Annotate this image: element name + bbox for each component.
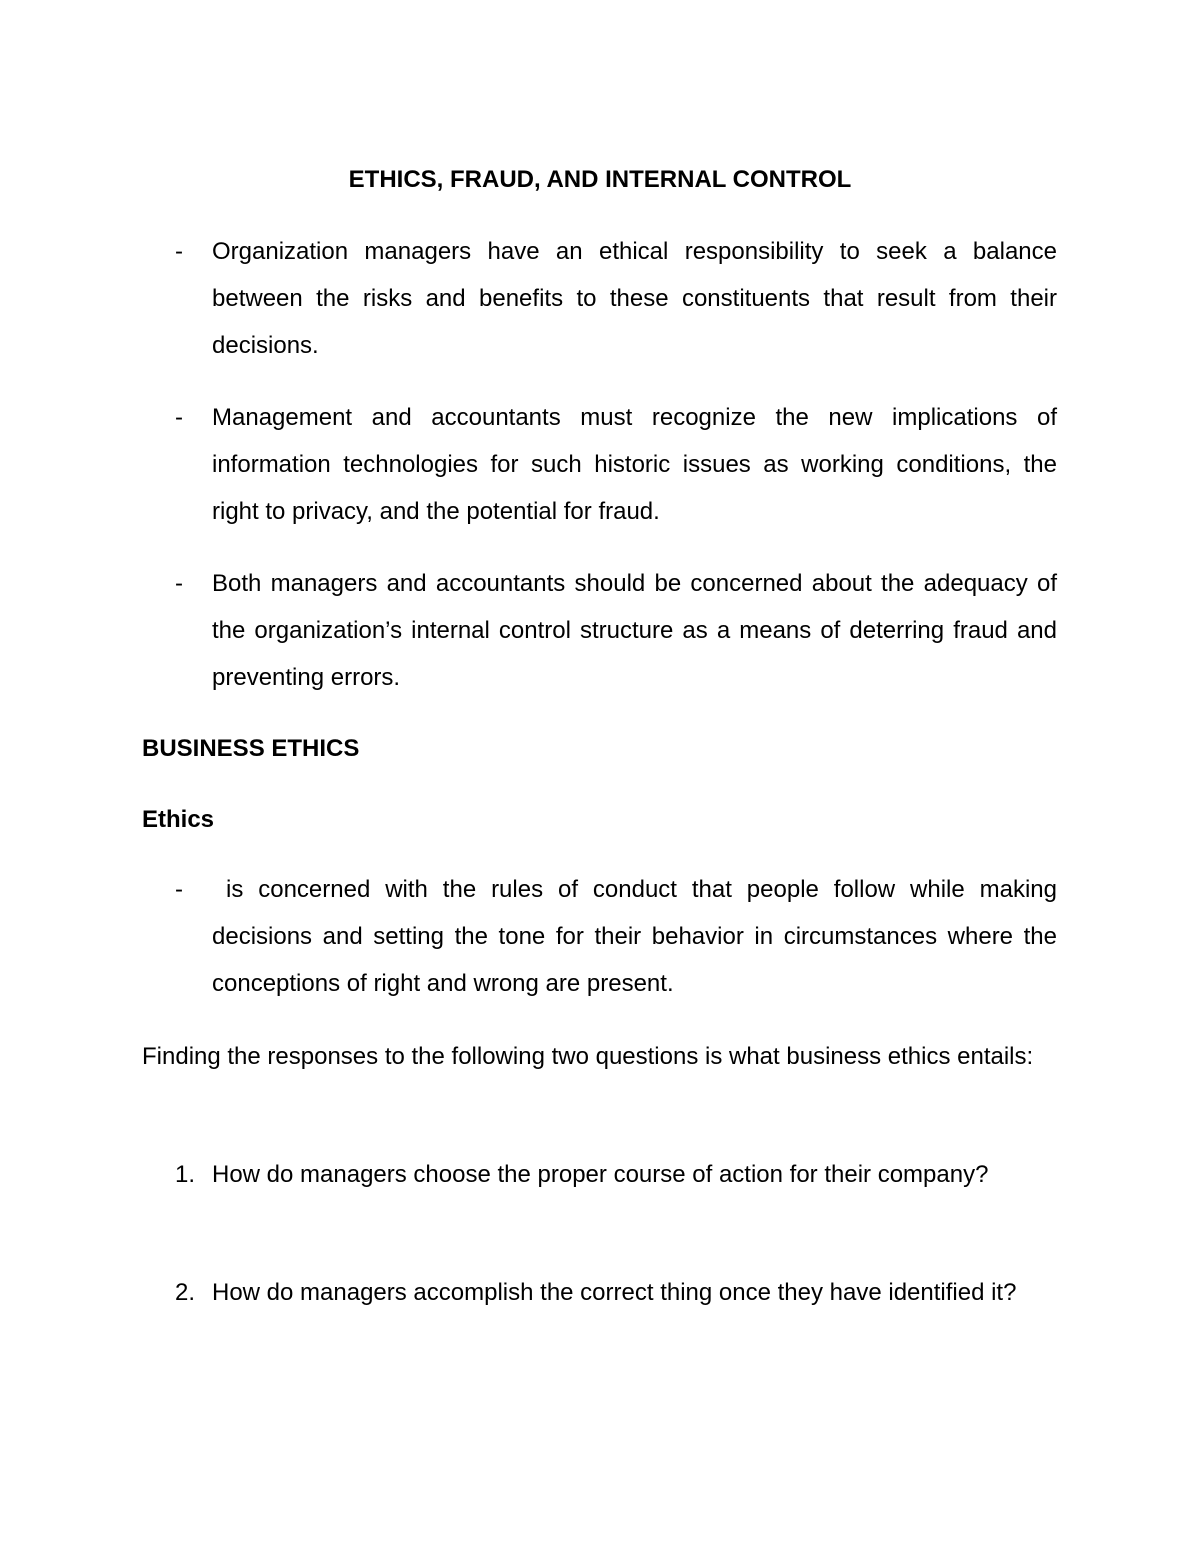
- numbered-question: [142, 1151, 1057, 1198]
- question-text: How do managers accomplish the correct thing once they have identified it?: [212, 1279, 1017, 1306]
- intro-bullet-item: [142, 228, 1057, 369]
- intro-bullet-item: [142, 394, 1057, 535]
- ethics-bullet-item: [142, 866, 1057, 1007]
- dash-bullet-marker: -: [175, 876, 183, 903]
- dash-bullet-marker: -: [175, 238, 183, 265]
- list-number: 1.: [175, 1161, 196, 1188]
- numbered-question: [142, 1269, 1057, 1316]
- section-heading: BUSINESS ETHICS: [142, 735, 360, 762]
- list-number: 2.: [175, 1279, 196, 1306]
- intro-bullet-text: Both managers and accountants should be concerned about the adequacy of the organization’s internal control structure as a means of deterring fraud and preventing errors.: [212, 570, 1057, 691]
- subheading-ethics: Ethics: [142, 806, 215, 833]
- dash-bullet-marker: -: [175, 570, 183, 597]
- body-paragraph: Finding the responses to the following two questions is what business ethics entails:: [142, 1043, 1034, 1070]
- question-text: How do managers choose the proper course of action for their company?: [212, 1161, 989, 1188]
- intro-bullet-text: Management and accountants must recognize the new implications of information technologies for such historic issues as working conditions, the right to privacy, and the potential for fraud.: [212, 404, 1057, 525]
- document-title: ETHICS, FRAUD, AND INTERNAL CONTROL: [348, 166, 852, 193]
- dash-bullet-marker: -: [175, 404, 183, 431]
- ethics-bullet-text: is concerned with the rules of conduct that people follow while making decisions and setting the tone for their behavior in circumstances where the conceptions of right and wrong are present.: [212, 876, 1057, 997]
- intro-bullet-text: Organization managers have an ethical responsibility to seek a balance between the risks and benefits to these constituents that result from their decisions.: [212, 238, 1057, 359]
- intro-bullet-item: [142, 560, 1057, 701]
